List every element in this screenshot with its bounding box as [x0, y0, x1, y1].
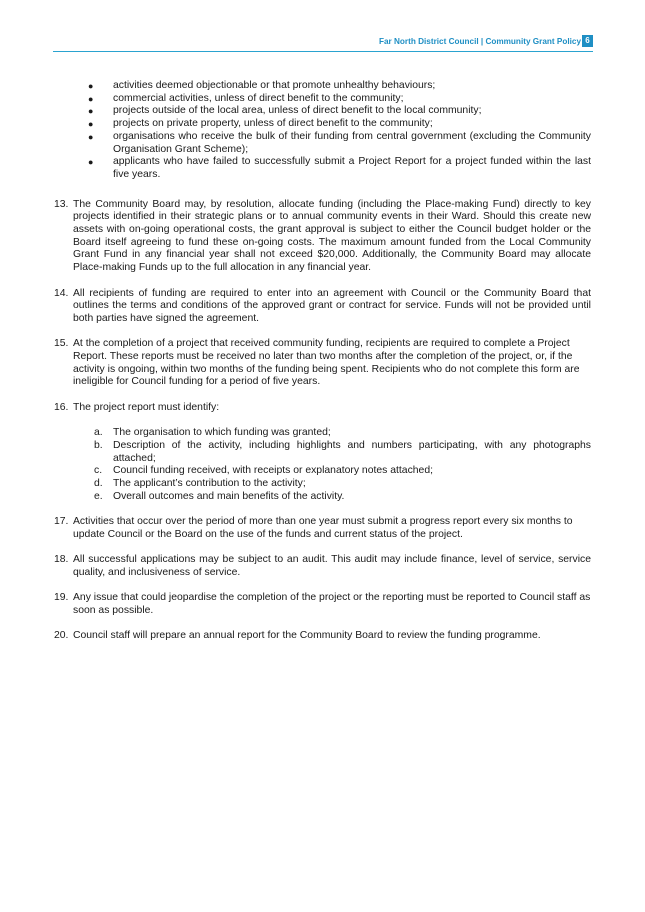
clause-number: 15. [54, 338, 69, 350]
clause-number: 17. [54, 516, 69, 528]
exclusion-list [54, 80, 591, 182]
clause-16 [54, 402, 591, 504]
list-item: b. Description of the activity, including highlights and numbers participating, with any photographs attached; [94, 439, 591, 464]
list-item: a. The organisation to which funding was granted; [94, 427, 331, 439]
clause-14 [54, 288, 591, 326]
list-item: d. The applicant’s contribution to the activity; [94, 478, 306, 490]
clause-number: 19. [54, 592, 69, 604]
clause-15 [54, 338, 591, 389]
clause-text: All successful applications may be subject to an audit. This audit may include finance, level of service, service quality, and inclusiveness of service. [73, 554, 591, 578]
clause-text: At the completion of a project that received community funding, recipients are required to complete a Project Report. These reports must be received no later than two months after the completion of the project, or, if the activity is ongoing, within two months of the funding being spent. Recipients who do not complete this form are ineligible for Council funding for a period of five years. [73, 338, 580, 388]
document-body [54, 80, 591, 643]
list-item: ● applicants who have failed to successfully submit a Project Report for a project funded within the last five years. [88, 156, 591, 180]
list-item: ● organisations who receive the bulk of their funding from central government (excluding the Community Organisation Grant Scheme); [88, 130, 591, 155]
header-title: Far North District Council | Community Grant Policy [379, 37, 581, 46]
list-item: ● activities deemed objectionable or that promote unhealthy behaviours; [88, 80, 436, 91]
list-item: ● projects on private property, unless of direct benefit to the community; [88, 118, 433, 130]
page-header [53, 0, 593, 52]
clause-number: 14. [54, 287, 69, 299]
clause-18 [54, 554, 591, 579]
bullet-icon: ● [88, 106, 94, 117]
page-number-badge: 6 [582, 35, 593, 47]
list-item: ● commercial activities, unless of direct benefit to the community; [88, 92, 404, 104]
clause-20 [54, 630, 591, 643]
bullet-icon: ● [88, 119, 94, 130]
clause-text: Activities that occur over the period of more than one year must submit a progress report every six months to update Council or the Board on the use of the funds and current status of the project. [73, 516, 573, 540]
clause-number: 13. [54, 198, 69, 210]
list-item: c. Council funding received, with receipts or explanatory notes attached; [94, 465, 433, 477]
clause-text: Any issue that could jeopardise the completion of the project or the reporting must be reported to Council staff as soon as possible. [73, 592, 591, 617]
clause-text: The Community Board may, by resolution, allocate funding (including the Place-making Fund) directly to key projects identified in their strategic plans or to annual community events in their Ward. Should this create new assets with on-going operational costs, the grant approval is subject to either the Council budget holder or the Board itself agreeing to fund these on-going costs. The maximum amount funded from the Local Community Grant Fund in any financial year shall not exceed $20,000. Additionally, the Community Board may allocate Place-making Funds up to the full allocation in any financial year. [73, 198, 591, 274]
clause-number: 16. [54, 401, 69, 413]
clause-text: All recipients of funding are required to enter into an agreement with Council or the Community Board that outlines the terms and conditions of the approved grant or contract for service. Funds will not be provided until both parties have signed the agreement. [73, 287, 591, 324]
clause-text: The project report must identify: [73, 401, 220, 413]
clause-text: Council staff will prepare an annual report for the Community Board to review the funding programme. [73, 630, 541, 642]
bullet-icon: ● [88, 81, 94, 91]
bullet-icon: ● [88, 93, 94, 104]
list-item: ● projects outside of the local area, unless of direct benefit to the local community; [88, 105, 482, 117]
bullet-icon: ● [88, 131, 94, 142]
clause-13 [54, 199, 591, 275]
list-item: e. Overall outcomes and main benefits of the activity. [94, 490, 345, 502]
clause-19 [54, 592, 591, 617]
bullet-icon: ● [88, 157, 94, 168]
clause-number: 20. [54, 630, 69, 642]
clause-number: 18. [54, 554, 69, 566]
report-requirements-list [73, 427, 591, 503]
clause-17 [54, 516, 591, 541]
